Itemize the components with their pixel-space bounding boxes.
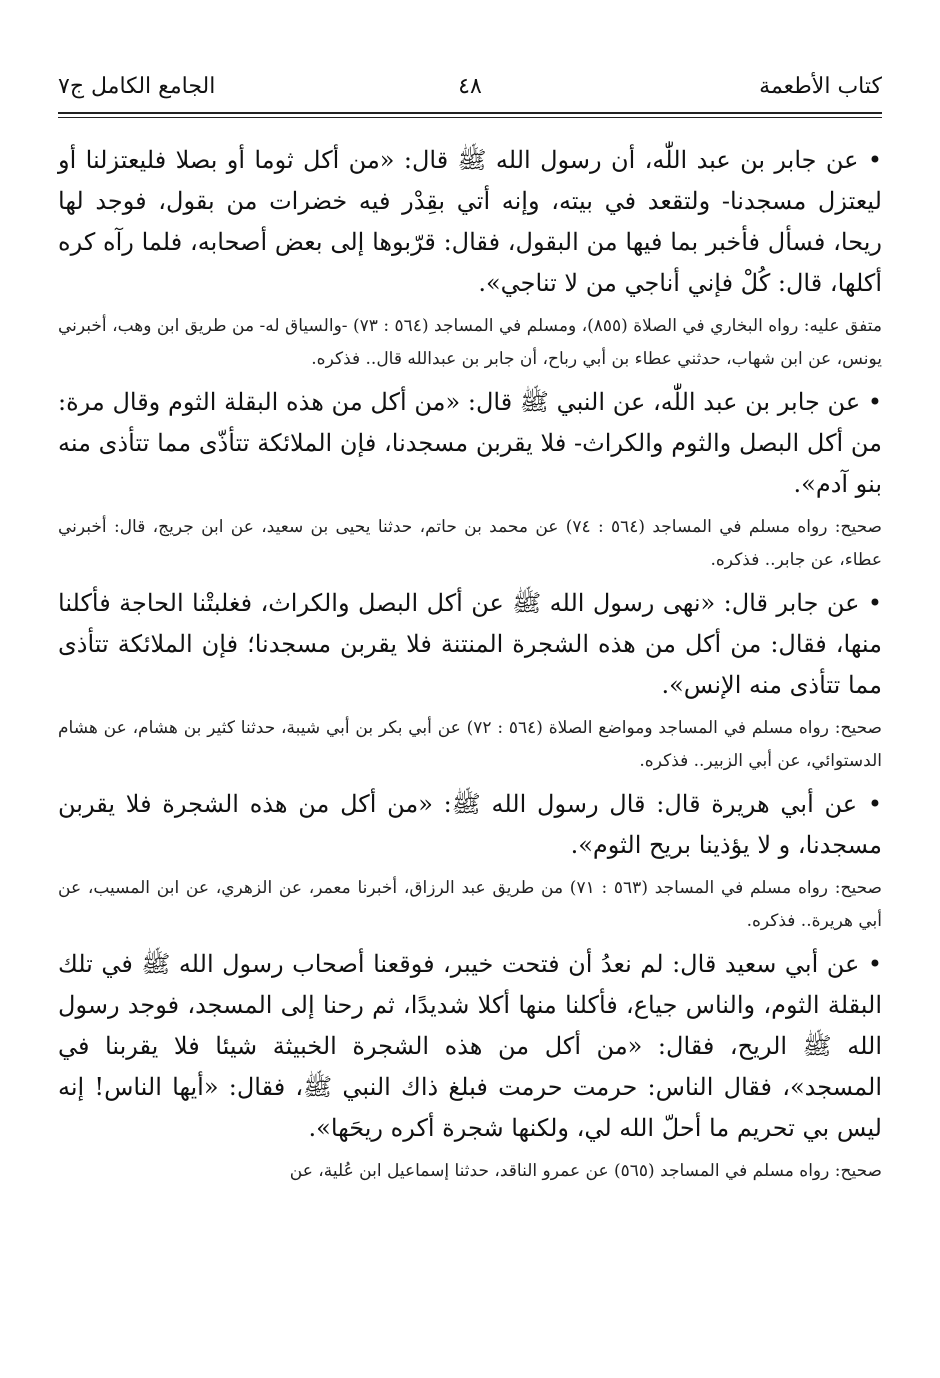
header-rule-thick <box>58 112 882 114</box>
takhrij-note: صحيح: رواه مسلم في المساجد ومواضع الصلاة (٥٦٤ : ٧٢) عن أبي بكر بن أبي شيبة، حدثنا كثير بن هشام، عن هشام الدستوائي، عن أبي الزبير.. فذكره. <box>58 718 882 771</box>
page-header <box>58 66 882 106</box>
page-body <box>58 140 882 1194</box>
takhrij-note: صحيح: رواه مسلم في المساجد (٥٦٥) عن عمرو الناقد، حدثنا إسماعيل ابن عُلية، عن <box>289 1161 882 1181</box>
takhrij-note: صحيح: رواه مسلم في المساجد (٥٦٤ : ٧٤) عن محمد بن حاتم، حدثنا يحيى بن سعيد، عن ابن جريج، قال: أخبرني عطاء، عن جابر.. فذكره. <box>58 517 882 570</box>
page-number: ٤٨ <box>458 73 482 99</box>
hadith-text: • عن أبي سعيد قال: لم نعدُ أن فتحت خيبر، فوقعنا أصحاب رسول الله ﷺ في تلك البقلة الثوم، والناس جياع، فأكلنا منها أكلا شديدًا، ثم رحنا إلى المسجد، فوجد رسول الله ﷺ الريح، فقال: «من أكل من هذه الشجرة الخبيثة شيئا فلا يقربنا في المسجد»، فقال الناس: حرمت حرمت فبلغ ذاك النبي ﷺ، فقال: «أيها الناس! إنه ليس بي تحريم ما أحلّ الله لي، ولكنها شجرة أكره ريحَها». <box>58 950 882 1142</box>
header-rule-thin <box>58 117 882 118</box>
takhrij-note: متفق عليه: رواه البخاري في الصلاة (٨٥٥)، ومسلم في المساجد (٥٦٤ : ٧٣) -والسياق له- من طريق ابن وهب، أخبرني يونس، عن ابن شهاب، حدثني عطاء بن أبي رباح، أن جابر بن عبدالله قال.. فذكره. <box>58 316 882 369</box>
hadith-text: • عن أبي هريرة قال: قال رسول الله ﷺ: «من أكل من هذه الشجرة فلا يقربن مسجدنا، و لا يؤذينا بريح الثوم». <box>58 790 882 859</box>
chapter-title: كتاب الأطعمة <box>759 73 882 99</box>
hadith-text: • عن جابر بن عبد اللّٰه، أن رسول الله ﷺ قال: «من أكل ثوما أو بصلا فليعتزلنا أو ليعتزل مسجدنا- ولتقعد في بيته، وإنه أتي بقِدْر فيه خضرات من بقول، فوجد لها ريحا، فسأل فأخبر بما فيها من البقول، فقال: قرّبوها إلى بعض أصحابه، فلما رآه كره أكلها، قال: كُلْ فإني أناجي من لا تناجي». <box>58 146 882 297</box>
book-title: الجامع الكامل ج٧ <box>58 73 216 99</box>
takhrij-note: صحيح: رواه مسلم في المساجد (٥٦٣ : ٧١) من طريق عبد الرزاق، أخبرنا معمر، عن الزهري، عن ابن المسيب، عن أبي هريرة.. فذكره. <box>58 878 882 931</box>
hadith-text: • عن جابر بن عبد اللّٰه، عن النبي ﷺ قال: «من أكل من هذه البقلة الثوم وقال مرة: من أكل البصل والثوم والكراث- فلا يقربن مسجدنا، فإن الملائكة تتأذّى مما تتأذى منه بنو آدم». <box>58 388 882 498</box>
hadith-text: • عن جابر قال: «نهى رسول الله ﷺ عن أكل البصل والكراث، فغلبتْنا الحاجة فأكلنا منها، فقال: من أكل من هذه الشجرة المنتنة فلا يقربن مسجدنا؛ فإن الملائكة تتأذى مما تتأذى منه الإنس». <box>58 589 882 699</box>
